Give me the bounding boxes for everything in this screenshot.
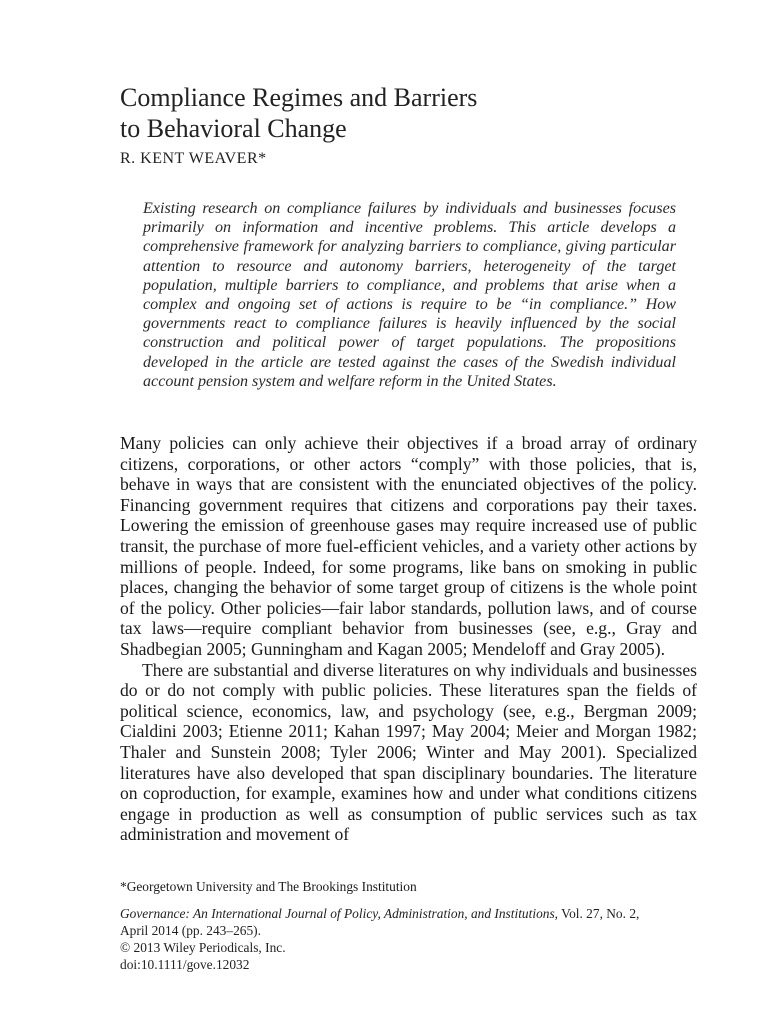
- title-line-1: Compliance Regimes and Barriers: [120, 83, 478, 112]
- body-paragraph-1: Many policies can only achieve their objectives if a broad array of ordinary citizens, corporations, or other actors “comply” with those policies, that is, behave in ways that are consistent with the enunciated objectives of the policy. Financing government requires that citizens and corporations pay their taxes. Lowering the emission of greenhouse gases may require increased use of public transit, the purchase of more fuel-efficient vehicles, and a variety other actions by millions of people. Indeed, for some programs, like bans on smoking in public places, changing the behavior of some target group of citizens is the whole point of the policy. Other policies—fair labor standards, pollution laws, and of course tax laws—require compliant behavior from businesses (see, e.g., Gray and Shadbegian 2005; Gunningham and Kagan 2005; Mendeloff and Gray 2005).: [120, 433, 697, 659]
- journal-name: Governance: An International Journal of Policy, Administration, and Institutions: [120, 906, 555, 921]
- author-affiliation-footnote: *Georgetown University and The Brookings Institution: [120, 879, 417, 894]
- body-text: [120, 433, 697, 845]
- citation-copyright: © 2013 Wiley Periodicals, Inc.: [120, 940, 286, 955]
- citation-doi: doi:10.1111/gove.12032: [120, 957, 250, 972]
- title-line-2: to Behavioral Change: [120, 114, 347, 143]
- citation-journal-line: [120, 905, 700, 922]
- abstract: Existing research on compliance failures by individuals and businesses focuses primarily on information and incentive problems. This article develops a comprehensive framework for analyzing barriers to compliance, giving particular attention to resource and autonomy barriers, heterogeneity of the target population, multiple barriers to compliance, and problems that arise when a complex and ongoing set of actions is require to be “in compliance.” How governments react to compliance failures is heavily influenced by the social construction and political power of target populations. The propositions developed in the article are tested against the cases of the Swedish individual account pension system and welfare reform in the United States.: [143, 200, 676, 390]
- article-title: [120, 82, 700, 144]
- body-paragraph-2: There are substantial and diverse literatures on why individuals and businesses do or do not comply with public policies. These literatures span the fields of political science, economics, law, and psychology (see, e.g., Bergman 2009; Cialdini 2003; Etienne 2011; Kahan 1997; May 2004; Meier and Morgan 1982; Thaler and Sunstein 2008; Tyler 2006; Winter and May 2001). Specialized literatures have also developed that span disciplinary boundaries. The literature on coproduction, for example, examines how and under what conditions citizens engage in production as well as consumption of public services such as tax administration and movement of: [120, 659, 697, 845]
- journal-citation: [120, 905, 700, 973]
- author-name: R. KENT WEAVER*: [120, 150, 267, 167]
- citation-date-pages: April 2014 (pp. 243–265).: [120, 923, 261, 938]
- journal-volume: , Vol. 27, No. 2,: [554, 906, 640, 921]
